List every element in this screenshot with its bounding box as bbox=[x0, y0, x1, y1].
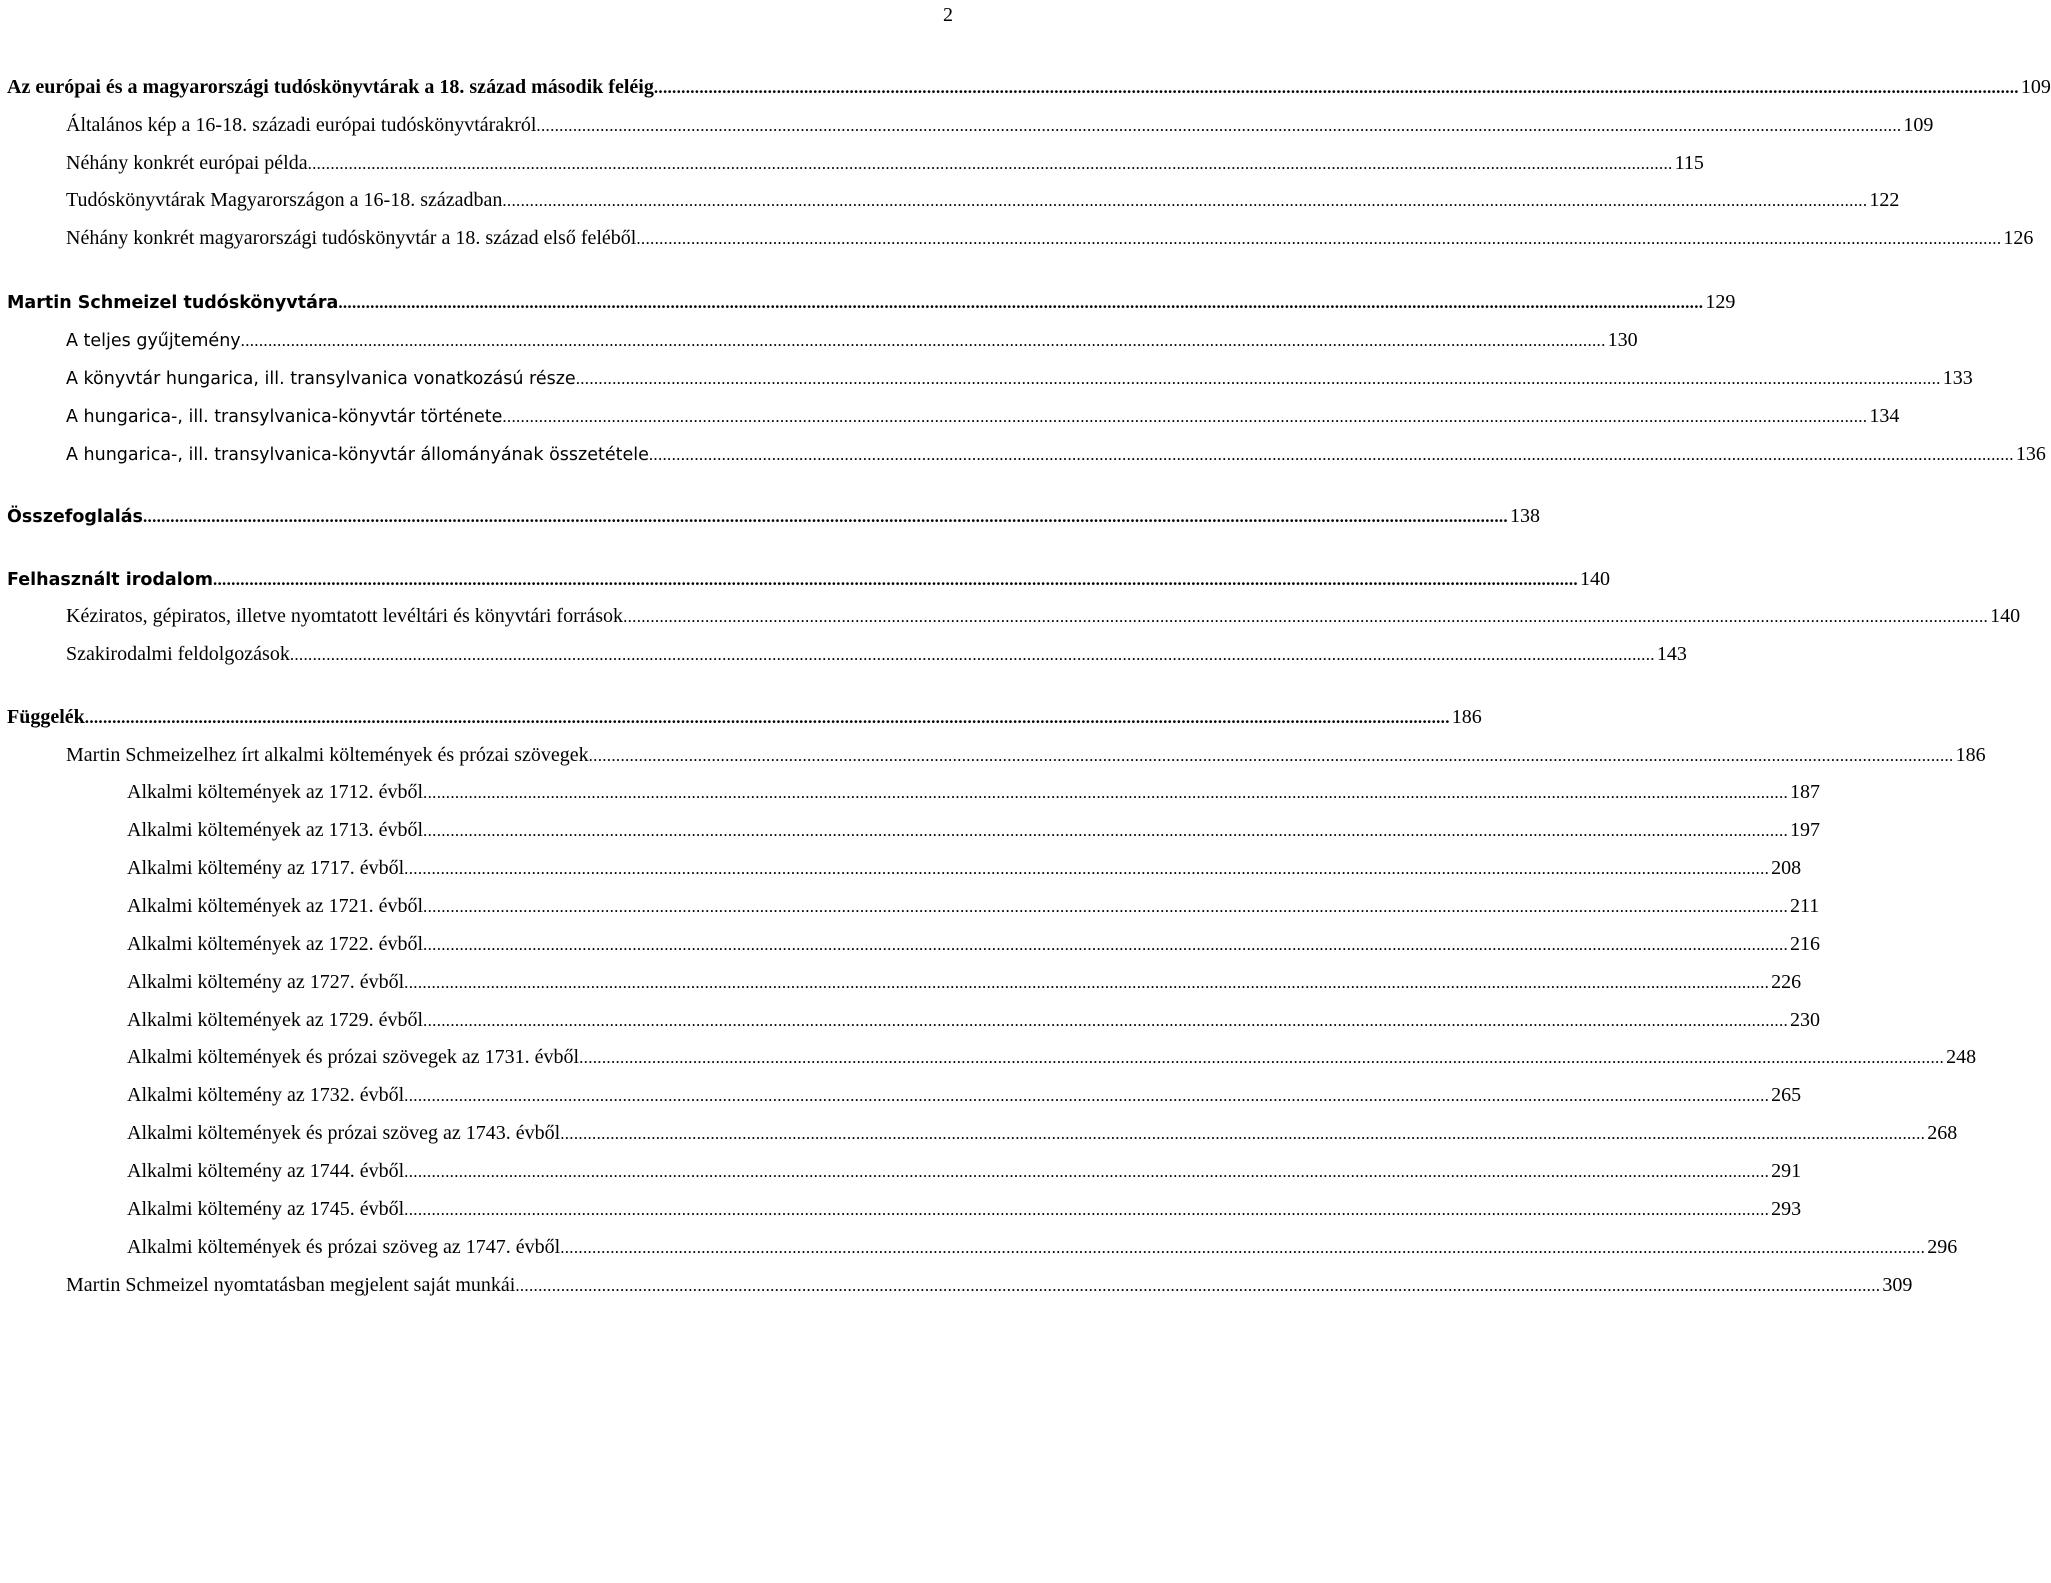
toc-entry-page: 309 bbox=[1882, 1274, 1913, 1296]
toc-entry-title: Felhasznált irodalom bbox=[7, 570, 213, 590]
dot-leader: ............................................................................................................................................................................................................................................................................................................ bbox=[575, 369, 1941, 388]
toc-entry-page: 186 bbox=[1451, 706, 1482, 728]
toc-entry-page: 230 bbox=[1790, 1009, 1821, 1031]
dot-leader: ............................................................................................................................................................................................................................................................................................................ bbox=[142, 507, 1508, 526]
dot-leader: ............................................................................................................................................................................................................................................................................................................ bbox=[560, 1238, 1926, 1257]
toc-entry-page: 187 bbox=[1790, 781, 1821, 803]
toc-entry-title: Alkalmi költemények az 1729. évből bbox=[127, 1009, 424, 1031]
toc-entry-page: 115 bbox=[1674, 152, 1704, 174]
toc-entry-title: A hungarica-, ill. transylvanica-könyvtár története bbox=[66, 407, 503, 427]
toc-entry-title: Alkalmi költemény az 1745. évből bbox=[127, 1198, 405, 1220]
toc-entry-page: 133 bbox=[1942, 367, 1973, 389]
toc-entry[interactable] bbox=[0, 605, 2021, 633]
dot-leader: ............................................................................................................................................................................................................................................................................................................ bbox=[404, 1200, 1770, 1219]
toc-entry-page: 126 bbox=[2003, 227, 2034, 249]
dot-leader: ............................................................................................................................................................................................................................................................................................................ bbox=[653, 78, 2019, 97]
toc-entry-page: 296 bbox=[1927, 1236, 1958, 1258]
dot-leader: ............................................................................................................................................................................................................................................................................................................ bbox=[536, 116, 1902, 135]
toc-entry-title: Martin Schmeizelhez írt alkalmi költemények és prózai szövegek bbox=[66, 744, 589, 766]
toc-entry[interactable] bbox=[0, 76, 2051, 104]
toc-entry-title: Néhány konkrét európai példa bbox=[66, 152, 308, 174]
toc-entry-page: 211 bbox=[1790, 895, 1820, 917]
page-number: 2 bbox=[943, 4, 953, 26]
toc-entry[interactable] bbox=[0, 227, 2034, 255]
dot-leader: ............................................................................................................................................................................................................................................................................................................ bbox=[579, 1048, 1945, 1067]
dot-leader: ............................................................................................................................................................................................................................................................................................................ bbox=[404, 973, 1770, 992]
toc-entry-page: 265 bbox=[1771, 1084, 1802, 1106]
toc-entry-page: 134 bbox=[1869, 405, 1900, 427]
dot-leader: ............................................................................................................................................................................................................................................................................................................ bbox=[423, 821, 1789, 840]
toc-entry-page: 208 bbox=[1771, 857, 1802, 879]
dot-leader: ............................................................................................................................................................................................................................................................................................................ bbox=[240, 331, 1606, 350]
toc-entry-title: Martin Schmeizel nyomtatásban megjelent saját munkái bbox=[66, 1274, 516, 1296]
toc-entry[interactable] bbox=[0, 819, 1821, 847]
dot-leader: ............................................................................................................................................................................................................................................................................................................ bbox=[623, 607, 1989, 626]
toc-entry-title: Néhány konkrét magyarországi tudóskönyvtár a 18. század első feléből bbox=[66, 227, 637, 249]
dot-leader: ............................................................................................................................................................................................................................................................................................................ bbox=[212, 570, 1578, 589]
toc-entry-page: 138 bbox=[1509, 505, 1540, 527]
toc-entry-page: 143 bbox=[1656, 643, 1687, 665]
toc-entry-page: 140 bbox=[1579, 568, 1610, 590]
toc-entry-title: Az európai és a magyarországi tudóskönyvtárak a 18. század második feléig bbox=[7, 76, 654, 98]
dot-leader: ............................................................................................................................................................................................................................................................................................................ bbox=[423, 935, 1789, 954]
toc-entry[interactable] bbox=[0, 643, 1687, 671]
toc-entry[interactable] bbox=[0, 781, 1821, 809]
toc-entry[interactable] bbox=[0, 505, 1540, 533]
toc-entry[interactable] bbox=[0, 706, 1482, 734]
toc-entry[interactable] bbox=[0, 189, 1900, 217]
dot-leader: ............................................................................................................................................................................................................................................................................................................ bbox=[307, 154, 1673, 173]
toc-entry-title: Alkalmi költemények az 1721. évből bbox=[127, 895, 424, 917]
toc-entry-title: Martin Schmeizel tudóskönyvtára bbox=[7, 293, 339, 313]
dot-leader: ............................................................................................................................................................................................................................................................................................................ bbox=[588, 746, 1954, 765]
dot-leader: ............................................................................................................................................................................................................................................................................................................ bbox=[502, 407, 1868, 426]
toc-entry-title: Alkalmi költemények és prózai szöveg az 1747. évből bbox=[127, 1236, 561, 1258]
toc-entry[interactable] bbox=[0, 971, 1802, 999]
toc-entry[interactable] bbox=[0, 568, 1610, 596]
toc-entry-page: 186 bbox=[1955, 744, 1986, 766]
toc-entry[interactable] bbox=[0, 291, 1736, 319]
toc-entry-page: 226 bbox=[1771, 971, 1802, 993]
toc-entry-title: Alkalmi költemény az 1717. évből bbox=[127, 857, 405, 879]
toc-entry[interactable] bbox=[0, 152, 1704, 180]
toc-entry-page: 122 bbox=[1869, 189, 1900, 211]
dot-leader: ............................................................................................................................................................................................................................................................................................................ bbox=[515, 1276, 1881, 1295]
toc-entry[interactable] bbox=[0, 1274, 1913, 1302]
toc-entry[interactable] bbox=[0, 895, 1820, 923]
toc-entry-title: Alkalmi költemények az 1712. évből bbox=[127, 781, 424, 803]
toc-entry[interactable] bbox=[0, 857, 1802, 885]
toc-entry-title: Általános kép a 16-18. századi európai tudóskönyvtárakról bbox=[66, 114, 537, 136]
toc-entry-title: Alkalmi költemény az 1744. évből bbox=[127, 1160, 405, 1182]
toc-entry-page: 136 bbox=[2015, 443, 2046, 465]
toc-entry-page: 291 bbox=[1771, 1160, 1802, 1182]
toc-entry-page: 248 bbox=[1946, 1046, 1977, 1068]
toc-entry-page: 268 bbox=[1927, 1122, 1958, 1144]
toc-entry-title: A könyvtár hungarica, ill. transylvanica vonatkozású része bbox=[66, 369, 576, 389]
toc-entry-title: A hungarica-, ill. transylvanica-könyvtár állományának összetétele bbox=[66, 445, 649, 465]
dot-leader: ............................................................................................................................................................................................................................................................................................................ bbox=[648, 445, 2014, 464]
toc-entry[interactable] bbox=[0, 329, 1638, 357]
toc-entry-title: Alkalmi költemények és prózai szöveg az 1743. évből bbox=[127, 1122, 561, 1144]
toc-entry-title: Összefoglalás bbox=[7, 507, 143, 527]
dot-leader: ............................................................................................................................................................................................................................................................................................................ bbox=[404, 859, 1770, 878]
dot-leader: ............................................................................................................................................................................................................................................................................................................ bbox=[423, 1011, 1789, 1030]
toc-entry[interactable] bbox=[0, 1009, 1821, 1037]
toc-entry[interactable] bbox=[0, 744, 1986, 772]
dot-leader: ............................................................................................................................................................................................................................................................................................................ bbox=[404, 1162, 1770, 1181]
toc-entry[interactable] bbox=[0, 114, 1934, 142]
toc-entry-page: 109 bbox=[1903, 114, 1934, 136]
toc-entry-page: 140 bbox=[1990, 605, 2021, 627]
toc-entry-page: 129 bbox=[1705, 291, 1736, 313]
dot-leader: ............................................................................................................................................................................................................................................................................................................ bbox=[423, 897, 1789, 916]
toc-entry[interactable] bbox=[0, 367, 1973, 395]
toc-entry[interactable] bbox=[0, 1084, 1802, 1112]
dot-leader: ............................................................................................................................................................................................................................................................................................................ bbox=[289, 645, 1655, 664]
toc-entry-title: Alkalmi költemény az 1727. évből bbox=[127, 971, 405, 993]
toc-entry-title: Alkalmi költemények és prózai szövegek az 1731. évből bbox=[127, 1046, 580, 1068]
toc-entry-title: Alkalmi költemény az 1732. évből bbox=[127, 1084, 405, 1106]
toc-entry[interactable] bbox=[0, 1046, 1977, 1074]
toc-entry-page: 130 bbox=[1607, 329, 1638, 351]
toc-entry-title: Szakirodalmi feldolgozások bbox=[66, 643, 290, 665]
toc-entry[interactable] bbox=[0, 1122, 1958, 1150]
toc-entry-title: Tudóskönyvtárak Magyarországon a 16-18. században bbox=[66, 189, 503, 211]
toc-entry-title: Alkalmi költemények az 1713. évből bbox=[127, 819, 424, 841]
toc-entry-title: Függelék bbox=[7, 706, 85, 728]
toc-entry-page: 293 bbox=[1771, 1198, 1802, 1220]
dot-leader: ............................................................................................................................................................................................................................................................................................................ bbox=[404, 1086, 1770, 1105]
toc-entry-title: Alkalmi költemények az 1722. évből bbox=[127, 933, 424, 955]
dot-leader: ............................................................................................................................................................................................................................................................................................................ bbox=[84, 708, 1450, 727]
toc-entry[interactable] bbox=[0, 1160, 1802, 1188]
dot-leader: ............................................................................................................................................................................................................................................................................................................ bbox=[560, 1124, 1926, 1143]
toc-entry-title: A teljes gyűjtemény bbox=[66, 331, 241, 351]
dot-leader: ............................................................................................................................................................................................................................................................................................................ bbox=[338, 293, 1704, 312]
toc-entry-page: 109 bbox=[2020, 76, 2051, 98]
toc-entry[interactable] bbox=[0, 1198, 1802, 1226]
toc-entry-title: Kéziratos, gépiratos, illetve nyomtatott levéltári és könyvtári források bbox=[66, 605, 624, 627]
dot-leader: ............................................................................................................................................................................................................................................................................................................ bbox=[502, 191, 1868, 210]
toc-entry[interactable] bbox=[0, 933, 1821, 961]
toc-entry-page: 197 bbox=[1790, 819, 1821, 841]
dot-leader: ............................................................................................................................................................................................................................................................................................................ bbox=[423, 783, 1789, 802]
dot-leader: ............................................................................................................................................................................................................................................................................................................ bbox=[636, 229, 2002, 248]
toc-entry[interactable] bbox=[0, 405, 1900, 433]
toc-entry[interactable] bbox=[0, 443, 2046, 471]
toc-entry[interactable] bbox=[0, 1236, 1958, 1264]
toc-entry-page: 216 bbox=[1790, 933, 1821, 955]
